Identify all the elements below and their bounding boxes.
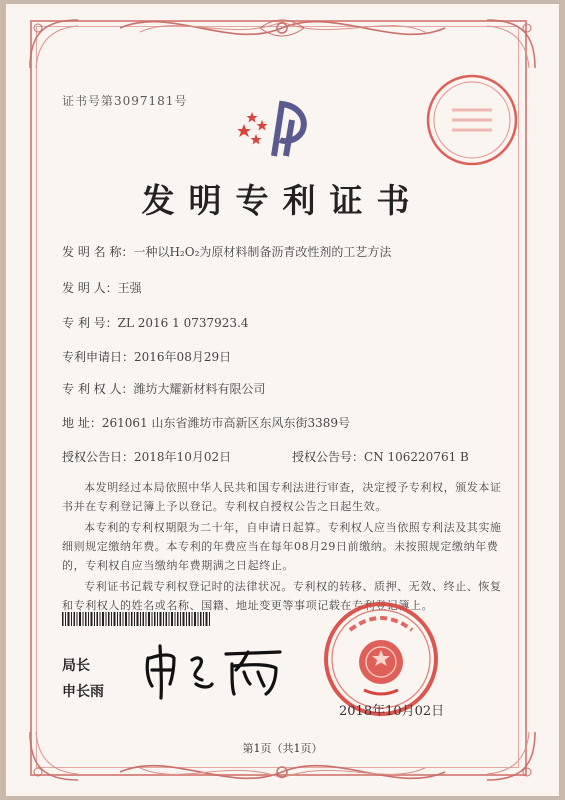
seal-date: 2018年10月02日	[339, 704, 445, 719]
paragraph: 专利证书记载专利权登记时的法律状况。专利权的转移、质押、无效、终止、恢复和专利权人的姓名或名称、国籍、地址变更等事项记载在专利登记簿上。	[62, 580, 502, 612]
field-label: 专 利 号：	[62, 316, 118, 330]
signature-icon	[140, 640, 290, 700]
field-inventor	[62, 279, 142, 296]
bottom-ornament-icon	[110, 754, 455, 790]
field-grant-number	[292, 448, 469, 465]
signer-name: 申长雨	[62, 684, 104, 700]
field-address	[62, 414, 350, 431]
corner-ornament-icon	[24, 726, 84, 786]
barcode-icon	[62, 612, 212, 626]
field-invention-name	[62, 243, 391, 260]
field-label: 专利申请日：	[62, 350, 135, 364]
field-label: 专 利 权 人：	[62, 382, 134, 396]
field-value: 2016年08月29日	[134, 350, 232, 364]
field-label: 发 明 名 称：	[62, 245, 134, 259]
field-value: ZL 2016 1 0737923.4	[117, 316, 249, 330]
paragraph: 本专利的专利权期限为二十年，自申请日起算。专利权人应当依照专利法及其实施细则规定缴纳年费。本专利的年费应当在每年08月29日前缴纳。未按照规定缴纳年费的，专利权自应当缴纳年费期满之日起终止。	[62, 521, 502, 572]
field-label: 授权公告日：	[62, 450, 135, 464]
field-value: 一种以H₂O₂为原材料制备沥青改性剂的工艺方法	[133, 245, 392, 259]
field-value: 261061 山东省潍坊市高新区东风东街3389号	[101, 416, 350, 430]
field-value: 王强	[117, 281, 142, 295]
top-ornament-icon	[110, 10, 455, 46]
field-value: CN 106220761 B	[364, 450, 469, 464]
body-paragraphs	[62, 478, 502, 615]
corner-ornament-icon	[24, 14, 84, 74]
stamp-seal-icon	[422, 70, 522, 170]
field-label: 地 址：	[62, 416, 102, 430]
field-patent-number	[62, 314, 248, 331]
field-label: 授权公告号：	[292, 450, 365, 464]
field-value: 2018年10月02日	[134, 450, 232, 464]
signer-title: 局长	[62, 658, 90, 674]
field-label: 发 明 人：	[62, 281, 118, 295]
field-patentee	[62, 380, 265, 397]
page-number: 第1页（共1页）	[242, 742, 323, 755]
paragraph: 本发明经过本局依照中华人民共和国专利法进行审查，决定授予专利权，颁发本证书并在专利登记簿上予以登记。专利权自授权公告之日起生效。	[62, 481, 502, 513]
certificate-number: 证书号第3097181号	[62, 94, 188, 108]
field-grant-date	[62, 448, 231, 465]
corner-ornament-icon	[481, 726, 541, 786]
certificate-title: 发明专利证书	[141, 181, 424, 220]
field-application-date	[62, 348, 231, 365]
patent-office-emblem-icon	[238, 98, 318, 160]
corner-ornament-icon	[481, 14, 541, 74]
field-value: 潍坊大耀新材料有限公司	[133, 382, 266, 396]
